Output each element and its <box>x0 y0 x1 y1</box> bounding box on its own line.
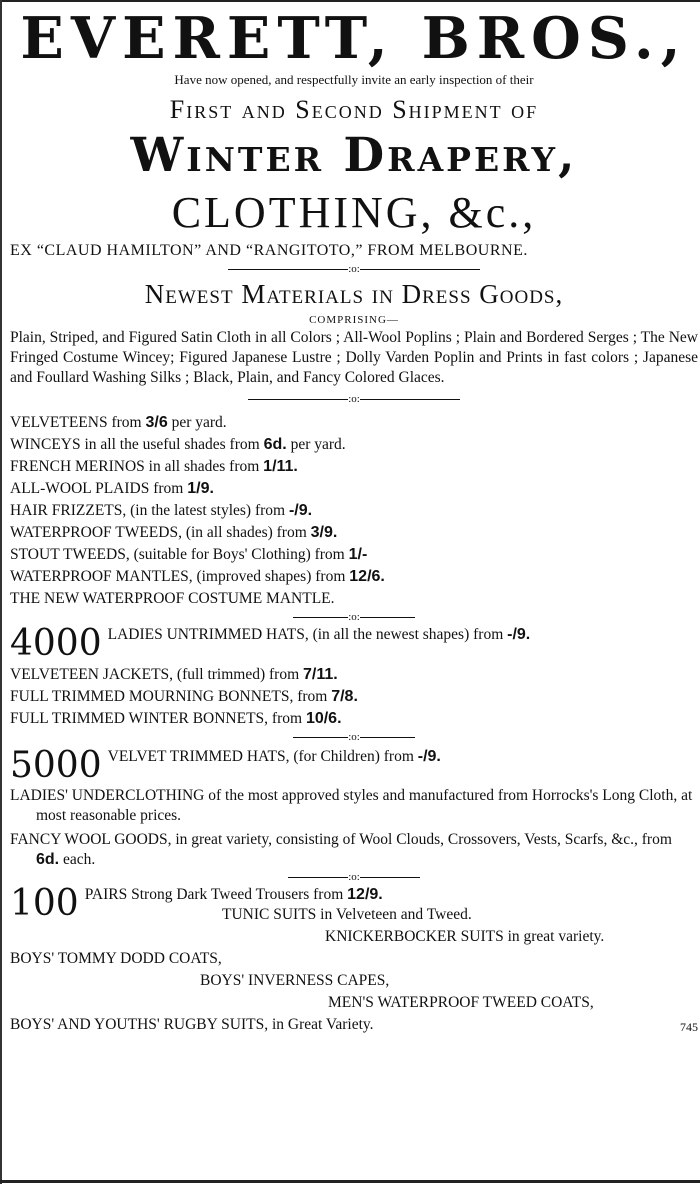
clothing-heading: CLOTHING, &c., <box>171 188 537 237</box>
hats-quantity: 4000 <box>10 623 102 664</box>
wool-goods-text: FANCY WOOL GOODS, in great variety, consisting of Wool Clouds, Crossovers, Vests, Scarfs, &c., from 6d. each. <box>10 831 672 868</box>
list-item: VELVETEENS from 3/6 per yard. <box>10 414 227 431</box>
divider: :o: <box>10 870 698 884</box>
velvet-quantity: 5000 <box>10 745 102 786</box>
winter-drapery-heading: Winter Drapery, <box>130 128 578 183</box>
advertisement <box>10 4 698 1036</box>
mens-waterproof-coats: MEN'S WATERPROOF TWEED COATS, <box>328 994 594 1011</box>
trousers-text: PAIRS Strong Dark Tweed Trousers from 12/9. <box>84 886 383 903</box>
hats-text: LADIES UNTRIMMED HATS, (in all the newest shapes) from -/9. <box>107 626 531 643</box>
shipment-heading: First and Second Shipment of <box>169 95 539 124</box>
list-item: HAIR FRIZZETS, (in the latest styles) from -/9. <box>10 502 313 519</box>
list-item: FULL TRIMMED WINTER BONNETS, from 10/6. <box>10 710 342 727</box>
divider: :o: <box>10 730 698 744</box>
divider: :o: <box>10 392 698 406</box>
top-rule <box>0 0 700 2</box>
tunic-suits: TUNIC SUITS in Velveteen and Tweed. <box>222 906 472 923</box>
items-list-a <box>10 412 698 610</box>
divider: :o: <box>10 262 698 276</box>
underclothing-text: LADIES' UNDERCLOTHING of the most approved styles and manufactured from Horrocks's Long Cloth, at most reasonable prices. <box>10 787 693 824</box>
bottom-rule <box>0 1180 700 1183</box>
trousers-quantity: 100 <box>10 883 79 924</box>
list-item: WATERPROOF TWEEDS, (in all shades) from 3/9. <box>10 524 338 541</box>
divider: :o: <box>10 610 698 624</box>
untrimmed-hats-row <box>10 624 698 664</box>
tommy-dodd-coats: BOYS' TOMMY DODD COATS, <box>10 950 222 967</box>
store-title: EVERETT, BROS., <box>20 5 688 72</box>
list-item: FULL TRIMMED MOURNING BONNETS, from 7/8. <box>10 688 358 705</box>
dress-goods-description: Plain, Striped, and Figured Satin Cloth in all Colors ; All-Wool Poplins ; Plain and Bordered Serges ; The New Fringed Costume Wincey; Figured Japanese Lustre ; Dolly Varden Poplin and Prints in fast colors ; Japanese and Foullard Washing Silks ; Black, Plain, and Fancy Colored Glaces. <box>10 329 698 386</box>
velvet-hats-row <box>10 746 698 786</box>
list-item: VELVETEEN JACKETS, (full trimmed) from 7/11. <box>10 666 338 683</box>
left-rule <box>0 0 2 1184</box>
list-item: THE NEW WATERPROOF COSTUME MANTLE. <box>10 590 335 607</box>
knickerbocker-suits: KNICKERBOCKER SUITS in great variety. <box>325 928 605 945</box>
page-number: 745 <box>680 1020 698 1034</box>
dress-goods-heading: Newest Materials in Dress Goods, <box>144 279 564 309</box>
list-item: STOUT TWEEDS, (suitable for Boys' Clothing) from 1/- <box>10 546 368 563</box>
inverness-capes: BOYS' INVERNESS CAPES, <box>200 972 390 989</box>
shipment-ships-line: EX “CLAUD HAMILTON” AND “RANGITOTO,” FROM MELBOURNE. <box>10 242 528 259</box>
intro-line: Have now opened, and respectfully invite an early inspection of their <box>174 72 534 87</box>
list-item: WATERPROOF MANTLES, (improved shapes) from 12/6. <box>10 568 385 585</box>
list-item: WINCEYS in all the useful shades from 6d. per yard. <box>10 436 346 453</box>
comprising-label: COMPRISING— <box>309 314 399 326</box>
list-item: FRENCH MERINOS in all shades from 1/11. <box>10 458 298 475</box>
velvet-text: VELVET TRIMMED HATS, (for Children) from -/9. <box>107 748 441 765</box>
rugby-suits: BOYS' AND YOUTHS' RUGBY SUITS, in Great Variety. 745 <box>10 1014 698 1036</box>
list-item: ALL-WOOL PLAIDS from 1/9. <box>10 480 214 497</box>
items-list-b <box>10 664 698 730</box>
